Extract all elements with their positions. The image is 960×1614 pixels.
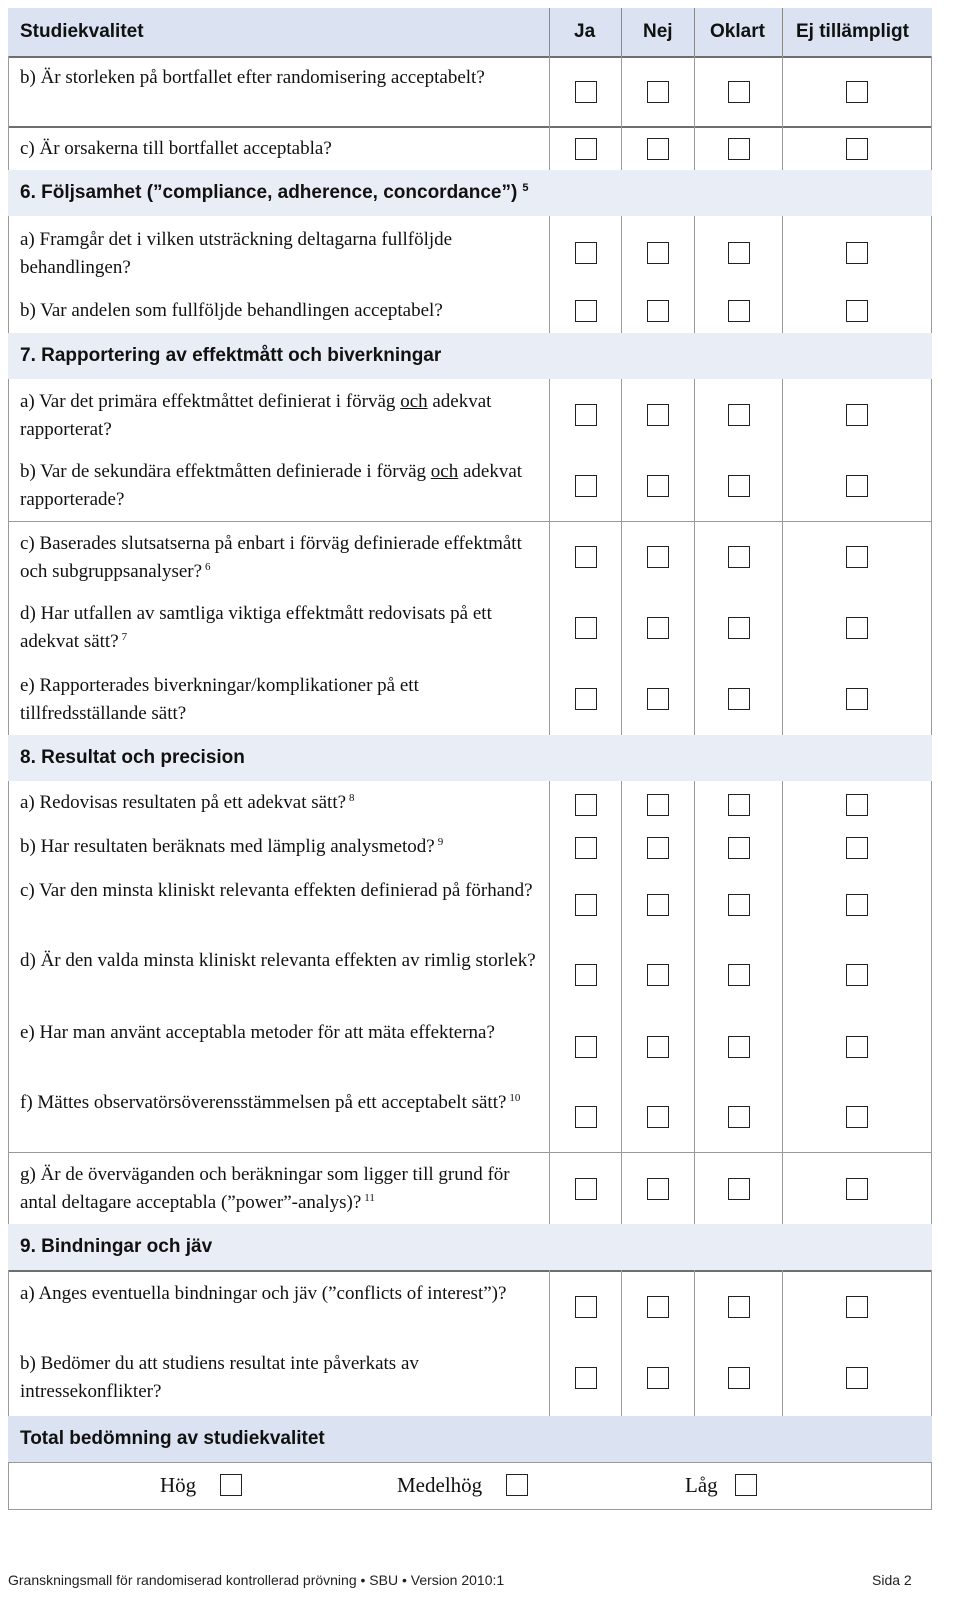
total-assessment-header [8,1416,932,1462]
checkbox-nej[interactable] [647,81,669,103]
checkbox-nej[interactable] [647,1296,669,1318]
column-divider [782,216,783,333]
column-ja: Ja [574,21,596,42]
checkbox-oklart[interactable] [728,81,750,103]
checkbox-ja[interactable] [575,1106,597,1128]
question-row-7e [8,664,932,734]
total-rating-row [8,1462,932,1510]
rating-checkbox-hog[interactable] [220,1474,242,1496]
checkbox-oklart[interactable] [728,300,750,322]
section-9-header [8,1224,932,1270]
column-divider [549,1270,550,1416]
checkbox-oklart[interactable] [728,1036,750,1058]
divider [549,8,550,56]
divider [621,8,622,56]
question-text: a) Framgår det i vilken utsträckning deltagarna fullföljde behandlingen? [20,229,453,278]
table-border-left [8,1270,9,1416]
checkbox-nej[interactable] [647,138,669,160]
checkbox-oklart[interactable] [728,1106,750,1128]
checkbox-ja[interactable] [575,617,597,639]
column-divider [549,781,550,1224]
checkbox-nej[interactable] [647,242,669,264]
checkbox-ja[interactable] [575,894,597,916]
question-text: c) Var den minsta kliniskt relevanta effekten definierad på förhand? [20,880,533,901]
section-title: 9. Bindningar och jäv [20,1236,213,1257]
total-title: Total bedömning av studiekvalitet [20,1428,325,1449]
question-text: d) Är den valda minsta kliniskt relevanta effekten av rimlig storlek? [20,950,536,971]
checkbox-oklart[interactable] [728,1178,750,1200]
checkbox-oklart[interactable] [728,617,750,639]
checkbox-nej[interactable] [647,300,669,322]
question-row-8g [8,1153,932,1223]
question-row-7a [8,379,932,451]
checkbox-oklart[interactable] [728,964,750,986]
checkbox-nej[interactable] [647,964,669,986]
section-6-header [8,170,932,216]
checkbox-oklart[interactable] [728,475,750,497]
table-border-right [931,216,932,333]
divider [694,8,695,56]
checkbox-ja[interactable] [575,546,597,568]
table-border-right [931,781,932,1224]
checkbox-ja[interactable] [575,138,597,160]
question-row-8e [8,1011,932,1081]
checkbox-oklart[interactable] [728,242,750,264]
question-row-9b [8,1342,932,1414]
checkbox-ja[interactable] [575,242,597,264]
section-title: 6. Följsamhet (”compliance, adherence, concordance”) $^5$ [20,181,529,203]
checkbox-nej[interactable] [647,1178,669,1200]
rating-checkbox-medelhog[interactable] [506,1474,528,1496]
column-divider [549,56,550,170]
question-text: d) Har utfallen av samtliga viktiga effektmått redovisats på ett adekvat sätt? $^7$ [20,603,492,652]
checkbox-oklart[interactable] [728,837,750,859]
question-text: g) Är de överväganden och beräkningar som ligger till grund för antal deltagare acceptabla (”power”-analys)? $^{11}$ [20,1164,510,1213]
column-divider [621,56,622,170]
column-divider [621,216,622,333]
rating-label-lag: Låg [685,1473,718,1497]
question-text: b) Var andelen som fullföljde behandlingen acceptabel? [20,300,443,321]
checkbox-ja[interactable] [575,1296,597,1318]
column-divider [621,379,622,735]
section-title: 8. Resultat och precision [20,747,245,768]
question-text: e) Har man använt acceptabla metoder för att mäta effekterna? [20,1022,495,1043]
checkbox-oklart[interactable] [728,794,750,816]
checkbox-ja[interactable] [575,404,597,426]
checkbox-ja[interactable] [575,475,597,497]
question-row-7d [8,592,932,664]
table-border-left [8,781,9,1224]
checkbox-ej-tillampligt[interactable] [846,404,868,426]
table-border-right [931,56,932,170]
checkbox-ej-tillampligt[interactable] [846,1036,868,1058]
checkbox-oklart[interactable] [728,138,750,160]
section-title: 7. Rapportering av effektmått och biverkningar [20,345,442,366]
checkbox-nej[interactable] [647,837,669,859]
checkbox-ej-tillampligt[interactable] [846,300,868,322]
column-divider [782,379,783,735]
column-divider [694,1270,695,1416]
question-text: a) Anges eventuella bindningar och jäv (”conflicts of interest”)? [20,1283,507,1304]
checkbox-ej-tillampligt[interactable] [846,242,868,264]
column-divider [782,1270,783,1416]
checkbox-ej-tillampligt[interactable] [846,688,868,710]
question-text: e) Rapporterades biverkningar/komplikationer på ett tillfredsställande sätt? [20,675,419,724]
checkbox-ja[interactable] [575,837,597,859]
checkbox-ej-tillampligt[interactable] [846,81,868,103]
checkbox-ja[interactable] [575,81,597,103]
table-header [8,8,932,58]
checkbox-nej[interactable] [647,794,669,816]
checkbox-nej[interactable] [647,475,669,497]
question-row-6a [8,216,932,290]
checkbox-ej-tillampligt[interactable] [846,964,868,986]
column-divider [694,379,695,735]
checkbox-oklart[interactable] [728,1296,750,1318]
checkbox-nej[interactable] [647,617,669,639]
column-divider [694,56,695,170]
rating-label-hog: Hög [160,1473,197,1497]
rating-label-medelhog: Medelhög [397,1473,483,1497]
column-divider [694,781,695,1224]
question-text: c) Är orsakerna till bortfallet acceptabla? [20,138,332,159]
checkbox-nej[interactable] [647,1367,669,1389]
checkbox-ej-tillampligt[interactable] [846,546,868,568]
question-text: b) Bedömer du att studiens resultat inte påverkats av intressekonflikter? [20,1353,419,1402]
checkbox-nej[interactable] [647,688,669,710]
checkbox-oklart[interactable] [728,894,750,916]
table-border-left [8,56,9,170]
checkbox-oklart[interactable] [728,546,750,568]
divider [782,8,783,56]
column-divider [621,1270,622,1416]
question-text: b) Var de sekundära effektmåtten definierade i förväg och adekvat rapporterade? [20,461,523,510]
checkbox-nej[interactable] [647,894,669,916]
checkbox-oklart[interactable] [728,404,750,426]
checkbox-ej-tillampligt[interactable] [846,894,868,916]
question-row-7c [8,522,932,592]
checkbox-ej-tillampligt[interactable] [846,1178,868,1200]
header-title: Studiekvalitet [20,21,144,42]
column-divider [621,781,622,1224]
table-border-right [931,1270,932,1416]
checkbox-ej-tillampligt[interactable] [846,138,868,160]
checkbox-ej-tillampligt[interactable] [846,1296,868,1318]
column-divider [694,216,695,333]
checkbox-ej-tillampligt[interactable] [846,1106,868,1128]
question-text: b) Har resultaten beräknats med lämplig analysmetod? $^9$ [20,835,444,857]
checkbox-nej[interactable] [647,1036,669,1058]
column-divider [782,781,783,1224]
question-row-9a [8,1272,932,1342]
section-7-header [8,333,932,379]
rating-checkbox-lag[interactable] [735,1474,757,1496]
checkbox-ej-tillampligt[interactable] [846,837,868,859]
question-text: a) Var det primära effektmåttet definierat i förväg och adekvat rapporterat? [20,391,492,440]
column-oklart: Oklart [710,21,765,42]
question-row-8f [8,1081,932,1152]
table-border-left [8,216,9,333]
question-row-5c [8,128,932,170]
checkbox-ja[interactable] [575,964,597,986]
checkbox-ja[interactable] [575,794,597,816]
table-border-left [8,379,9,735]
question-text: f) Mättes observatörsöverensstämmelsen på ett acceptabelt sätt? $^{10}$ [20,1091,521,1113]
checkbox-ej-tillampligt[interactable] [846,617,868,639]
checkbox-nej[interactable] [647,1106,669,1128]
footer-page-number: Sida 2 [872,1572,912,1588]
checkbox-ja[interactable] [575,1036,597,1058]
question-row-6b [8,290,932,332]
column-divider [549,216,550,333]
question-row-5b [8,58,932,126]
checkbox-ej-tillampligt[interactable] [846,794,868,816]
question-row-8d [8,939,932,1011]
table-border-right [931,379,932,735]
question-row-8b [8,825,932,869]
checkbox-oklart[interactable] [728,1367,750,1389]
checkbox-ja[interactable] [575,688,597,710]
question-text: b) Är storleken på bortfallet efter randomisering acceptabelt? [20,67,485,88]
column-ej-tillampligt: Ej tillämpligt [796,21,909,42]
checkbox-ej-tillampligt[interactable] [846,1367,868,1389]
section-8-header [8,735,932,781]
column-divider [549,379,550,735]
checkbox-oklart[interactable] [728,688,750,710]
checkbox-nej[interactable] [647,404,669,426]
question-row-8a [8,781,932,825]
question-text: c) Baserades slutsatserna på enbart i förväg definierade effektmått och subgruppsanalyser? $^6$ [20,533,522,582]
footer-document-info: Granskningsmall för randomiserad kontrollerad prövning • SBU • Version 2010:1 [8,1572,505,1588]
checkbox-nej[interactable] [647,546,669,568]
checkbox-ja[interactable] [575,300,597,322]
question-row-8c [8,869,932,939]
checkbox-ja[interactable] [575,1367,597,1389]
checkbox-ej-tillampligt[interactable] [846,475,868,497]
question-text: a) Redovisas resultaten på ett adekvat sätt? $^8$ [20,791,355,813]
question-row-7b [8,451,932,521]
checkbox-ja[interactable] [575,1178,597,1200]
column-nej: Nej [643,21,673,42]
column-divider [782,56,783,170]
